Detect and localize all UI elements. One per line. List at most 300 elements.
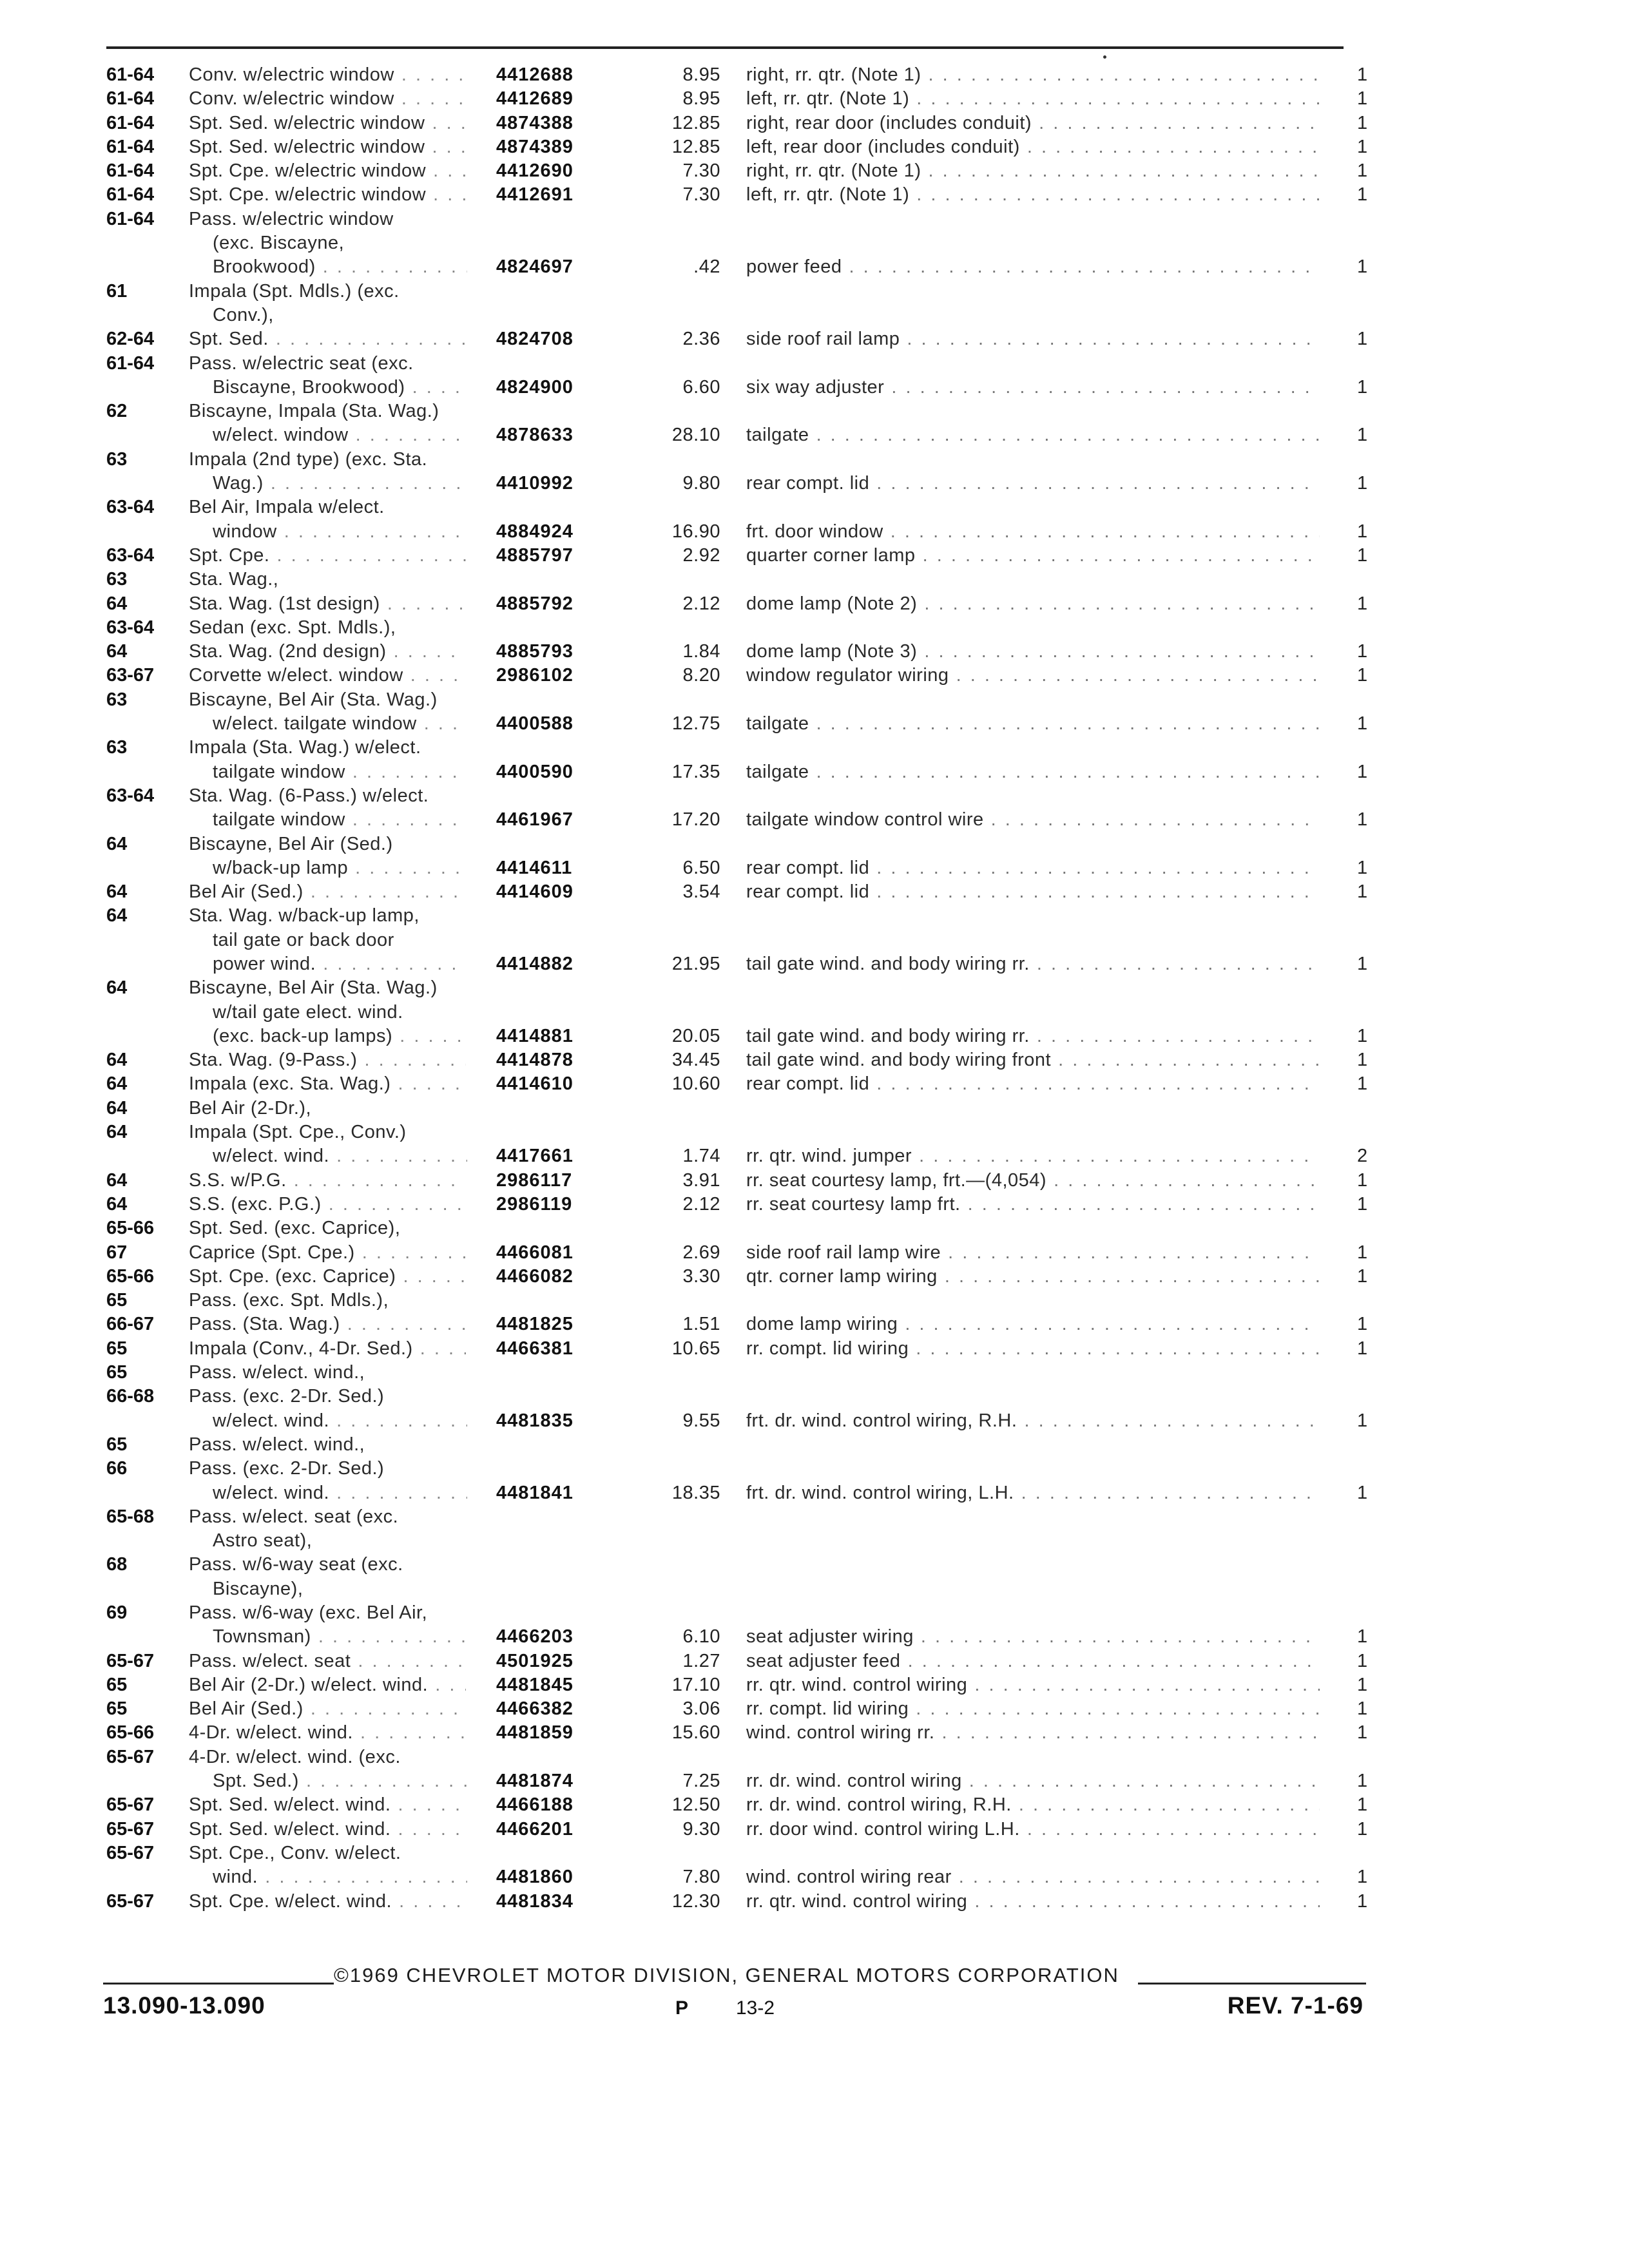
list-price: 34.45 xyxy=(671,1050,720,1071)
part-usage: rr. qtr. wind. control wiring . . . xyxy=(746,1673,1320,1697)
model-description: Spt. Sed. w/electric window . . . xyxy=(189,111,466,135)
parts-row xyxy=(0,1265,1629,1289)
quantity: 1 xyxy=(1357,544,1368,566)
list-price: 8.20 xyxy=(682,665,720,686)
list-price: 21.95 xyxy=(671,953,720,974)
parts-row xyxy=(0,1481,1629,1505)
part-number: 4414881 xyxy=(496,1025,574,1046)
quantity: 1 xyxy=(1357,953,1368,974)
model-description: Bel Air (2-Dr.) w/elect. wind. . . . xyxy=(189,1673,466,1697)
list-price: 12.85 xyxy=(671,112,720,133)
parts-row xyxy=(0,327,1629,351)
list-price: 9.55 xyxy=(682,1410,720,1431)
part-number: 4461967 xyxy=(496,809,574,831)
model-description: Caprice (Spt. Cpe.) . . . xyxy=(189,1241,466,1265)
quantity: 1 xyxy=(1357,88,1368,110)
model-years: 61 xyxy=(106,280,128,302)
parts-row xyxy=(0,1529,1629,1553)
part-usage: rear compt. lid . . . xyxy=(746,472,1320,495)
model-description: tail gate or back door xyxy=(213,929,394,950)
parts-row xyxy=(0,856,1629,880)
parts-row xyxy=(0,1505,1629,1529)
parts-row xyxy=(0,255,1629,279)
model-years: 63 xyxy=(106,448,128,470)
quantity: 1 xyxy=(1357,1722,1368,1744)
model-description: Spt. Cpe. (exc. Caprice) . . . xyxy=(189,1265,466,1289)
list-price: 18.35 xyxy=(671,1482,720,1503)
part-number: 4414882 xyxy=(496,953,574,974)
parts-row xyxy=(0,1001,1629,1024)
model-description: Spt. Cpe. w/electric window . . . xyxy=(189,183,466,207)
model-years: 65-67 xyxy=(106,1794,155,1816)
model-years: 64 xyxy=(106,1097,128,1119)
model-description: Biscayne, Bel Air (Sed.) xyxy=(189,833,393,854)
parts-row xyxy=(0,1890,1629,1914)
parts-row xyxy=(0,1361,1629,1385)
parts-row xyxy=(0,1289,1629,1312)
parts-row xyxy=(0,1385,1629,1408)
parts-row xyxy=(0,495,1629,519)
model-description: Bel Air (2-Dr.), xyxy=(189,1097,312,1119)
model-description: w/elect. wind. . . . xyxy=(213,1144,467,1168)
part-number: 4466381 xyxy=(496,1338,574,1359)
quantity: 1 xyxy=(1357,1314,1368,1335)
model-description: Sta. Wag. (6-Pass.) w/elect. xyxy=(189,785,429,806)
model-description: w/elect. wind. . . . xyxy=(213,1481,467,1505)
part-number: 4466382 xyxy=(496,1698,574,1720)
model-description: Townsman) . . . xyxy=(213,1625,467,1649)
model-years: 63-64 xyxy=(106,785,155,806)
model-years: 65-66 xyxy=(106,1722,155,1744)
parts-row xyxy=(0,568,1629,591)
parts-row xyxy=(0,1793,1629,1817)
part-number: 4481874 xyxy=(496,1771,574,1792)
model-description: window . . . xyxy=(213,520,467,544)
list-price: 3.91 xyxy=(682,1169,720,1191)
model-years: 65 xyxy=(106,1698,128,1720)
model-description: Biscayne, Bel Air (Sta. Wag.) xyxy=(189,689,438,710)
model-description: Pass. w/elect. wind., xyxy=(189,1362,365,1383)
part-usage: tail gate wind. and body wiring front . . . xyxy=(746,1048,1320,1072)
model-years: 65-67 xyxy=(106,1746,155,1767)
part-usage: tailgate . . . xyxy=(746,760,1320,784)
quantity: 1 xyxy=(1357,1698,1368,1720)
parts-row xyxy=(0,616,1629,640)
part-number: 4481825 xyxy=(496,1314,574,1335)
footer-rule-right xyxy=(1138,1983,1366,1984)
parts-row xyxy=(0,1433,1629,1457)
list-price: 7.30 xyxy=(682,160,720,182)
part-usage: rr. compt. lid wiring . . . xyxy=(746,1337,1320,1361)
part-usage: seat adjuster wiring . . . xyxy=(746,1625,1320,1649)
parts-row xyxy=(0,303,1629,327)
parts-row xyxy=(0,976,1629,1000)
parts-row xyxy=(0,664,1629,687)
model-years: 61-64 xyxy=(106,88,155,110)
top-rule xyxy=(106,46,1344,49)
model-years: 64 xyxy=(106,881,128,903)
parts-row xyxy=(0,808,1629,832)
parts-row xyxy=(0,1865,1629,1889)
parts-row xyxy=(0,1649,1629,1673)
part-usage: left, rr. qtr. (Note 1) . . . xyxy=(746,183,1320,207)
parts-row xyxy=(0,1097,1629,1120)
model-years: 63-64 xyxy=(106,617,155,638)
parts-row xyxy=(0,736,1629,760)
parts-row xyxy=(0,544,1629,568)
list-price: 28.10 xyxy=(671,425,720,446)
model-description: Spt. Sed. w/elect. wind. . . . xyxy=(189,1818,466,1841)
part-number: 4885797 xyxy=(496,544,574,566)
list-price: 3.06 xyxy=(682,1698,720,1720)
model-years: 61-64 xyxy=(106,160,155,182)
quantity: 1 xyxy=(1357,1794,1368,1816)
part-usage: rear compt. lid . . . xyxy=(746,880,1320,904)
quantity: 1 xyxy=(1357,256,1368,278)
parts-row xyxy=(0,904,1629,928)
parts-row xyxy=(0,1625,1629,1649)
model-description: Pass. (Sta. Wag.) . . . xyxy=(189,1312,466,1336)
parts-listing xyxy=(0,63,1629,1914)
list-price: 1.51 xyxy=(682,1314,720,1335)
part-number: 4481859 xyxy=(496,1722,574,1744)
parts-row xyxy=(0,760,1629,784)
model-years: 61-64 xyxy=(106,184,155,206)
part-number: 4481834 xyxy=(496,1890,574,1912)
parts-row xyxy=(0,280,1629,303)
list-price: .42 xyxy=(693,256,720,278)
copyright-line: ©1969 CHEVROLET MOTOR DIVISION, GENERAL MOTORS CORPORATION xyxy=(334,1964,1119,1986)
parts-row xyxy=(0,1312,1629,1336)
model-description: (exc. back-up lamps) . . . xyxy=(213,1024,467,1048)
quantity: 1 xyxy=(1357,473,1368,494)
margin-mark xyxy=(1103,55,1106,59)
parts-row xyxy=(0,63,1629,87)
part-number: 4414610 xyxy=(496,1073,574,1095)
list-price: 2.36 xyxy=(682,329,720,350)
model-description: Spt. Sed. w/elect. wind. . . . xyxy=(189,1793,466,1817)
model-years: 65 xyxy=(106,1338,128,1359)
list-price: 6.10 xyxy=(682,1626,720,1648)
quantity: 1 xyxy=(1357,857,1368,878)
model-description: w/back-up lamp . . . xyxy=(213,856,467,880)
model-description: w/elect. wind. . . . xyxy=(213,1409,467,1433)
model-years: 65 xyxy=(106,1290,128,1311)
parts-row xyxy=(0,1601,1629,1625)
model-years: 64 xyxy=(106,1169,128,1191)
quantity: 1 xyxy=(1357,160,1368,182)
model-years: 61-64 xyxy=(106,352,155,374)
quantity: 1 xyxy=(1357,1890,1368,1912)
part-usage: qtr. corner lamp wiring . . . xyxy=(746,1265,1320,1289)
list-price: 1.84 xyxy=(682,641,720,662)
part-usage: rr. seat courtesy lamp, frt.—(4,054) . . . xyxy=(746,1169,1320,1193)
model-description: Spt. Cpe., Conv. w/elect. xyxy=(189,1842,401,1863)
part-usage: dome lamp (Note 2) . . . xyxy=(746,592,1320,616)
model-description: Impala (Spt. Mdls.) (exc. xyxy=(189,280,400,302)
parts-row xyxy=(0,1241,1629,1265)
model-years: 62-64 xyxy=(106,329,155,350)
part-usage: window regulator wiring . . . xyxy=(746,664,1320,687)
parts-row xyxy=(0,784,1629,808)
model-description: Biscayne, Impala (Sta. Wag.) xyxy=(189,401,439,422)
parts-row xyxy=(0,1553,1629,1577)
part-usage: frt. dr. wind. control wiring, L.H. . . . xyxy=(746,1481,1320,1505)
quantity: 1 xyxy=(1357,425,1368,446)
part-usage: power feed . . . xyxy=(746,255,1320,279)
model-years: 64 xyxy=(106,1073,128,1095)
parts-row xyxy=(0,1769,1629,1793)
part-usage: tailgate window control wire . . . xyxy=(746,808,1320,832)
model-years: 62 xyxy=(106,401,128,422)
quantity: 1 xyxy=(1357,1193,1368,1215)
list-price: 17.35 xyxy=(671,761,720,782)
parts-row xyxy=(0,592,1629,616)
part-usage: left, rear door (includes conduit) . . . xyxy=(746,135,1320,159)
part-number: 4824697 xyxy=(496,256,574,278)
quantity: 1 xyxy=(1357,1073,1368,1095)
model-description: Bel Air (Sed.) . . . xyxy=(189,880,466,904)
quantity: 1 xyxy=(1357,184,1368,206)
part-number: 4824708 xyxy=(496,329,574,350)
parts-row xyxy=(0,1024,1629,1048)
part-usage: right, rr. qtr. (Note 1) . . . xyxy=(746,159,1320,183)
part-usage: rr. door wind. control wiring L.H. . . . xyxy=(746,1818,1320,1841)
model-description: power wind. . . . xyxy=(213,952,467,976)
parts-row xyxy=(0,207,1629,231)
model-description: w/elect. window . . . xyxy=(213,423,467,447)
parts-row xyxy=(0,231,1629,255)
part-number: 4466188 xyxy=(496,1794,574,1816)
parts-row xyxy=(0,1144,1629,1168)
parts-row xyxy=(0,880,1629,904)
part-number: 4414611 xyxy=(496,857,573,878)
part-number: 2986102 xyxy=(496,665,574,686)
model-years: 64 xyxy=(106,641,128,662)
quantity: 1 xyxy=(1357,665,1368,686)
model-description: Pass. w/elect. seat (exc. xyxy=(189,1506,399,1527)
quantity: 1 xyxy=(1357,1242,1368,1263)
part-number: 4466203 xyxy=(496,1626,574,1648)
list-price: 7.80 xyxy=(682,1867,720,1888)
quantity: 1 xyxy=(1357,1265,1368,1287)
model-years: 64 xyxy=(106,1122,128,1143)
model-description: Corvette w/elect. window . . . xyxy=(189,664,466,687)
list-price: 3.54 xyxy=(682,881,720,903)
list-price: 2.69 xyxy=(682,1242,720,1263)
quantity: 1 xyxy=(1357,1626,1368,1648)
part-number: 4400588 xyxy=(496,713,574,735)
model-description: Spt. Sed. . . . xyxy=(189,327,466,351)
model-years: 66-68 xyxy=(106,1386,155,1407)
footer-rule-left xyxy=(103,1983,334,1984)
part-number: 2986117 xyxy=(496,1169,573,1191)
quantity: 1 xyxy=(1357,1410,1368,1431)
parts-row xyxy=(0,376,1629,399)
model-years: 65-66 xyxy=(106,1218,155,1239)
group-number: 13.090-13.090 xyxy=(103,1992,265,2019)
model-years: 65-67 xyxy=(106,1890,155,1912)
model-description: Sta. Wag., xyxy=(189,569,279,590)
part-usage: left, rr. qtr. (Note 1) . . . xyxy=(746,87,1320,111)
model-description: Pass. (exc. Spt. Mdls.), xyxy=(189,1290,389,1311)
parts-row xyxy=(0,111,1629,135)
part-usage: dome lamp (Note 3) . . . xyxy=(746,640,1320,664)
model-years: 67 xyxy=(106,1242,128,1263)
list-price: 15.60 xyxy=(671,1722,720,1744)
part-usage: rear compt. lid . . . xyxy=(746,856,1320,880)
part-number: 4412690 xyxy=(496,160,574,182)
model-years: 63 xyxy=(106,689,128,710)
list-price: 17.20 xyxy=(671,809,720,831)
parts-row xyxy=(0,1048,1629,1072)
model-years: 63-67 xyxy=(106,665,155,686)
part-number: 4414878 xyxy=(496,1050,574,1071)
model-description: Brookwood) . . . xyxy=(213,255,467,279)
part-usage: rr. seat courtesy lamp frt. . . . xyxy=(746,1193,1320,1216)
model-description: Pass. w/6-way seat (exc. xyxy=(189,1554,403,1575)
part-usage: rr. dr. wind. control wiring, R.H. . . . xyxy=(746,1793,1320,1817)
model-description: Sta. Wag. w/back-up lamp, xyxy=(189,905,419,927)
model-description: Biscayne, Brookwood) . . . xyxy=(213,376,467,399)
list-price: 7.30 xyxy=(682,184,720,206)
model-description: Sta. Wag. (1st design) . . . xyxy=(189,592,466,616)
list-price: 2.92 xyxy=(682,544,720,566)
part-number: 4412691 xyxy=(496,184,574,206)
parts-row xyxy=(0,1337,1629,1361)
part-usage: tail gate wind. and body wiring rr. . . . xyxy=(746,1024,1320,1048)
model-description: Spt. Sed. w/electric window . . . xyxy=(189,135,466,159)
parts-row xyxy=(0,1120,1629,1144)
part-usage: side roof rail lamp wire . . . xyxy=(746,1241,1320,1265)
part-number: 4874389 xyxy=(496,136,574,157)
part-number: 4466082 xyxy=(496,1265,574,1287)
quantity: 1 xyxy=(1357,521,1368,542)
part-usage: tailgate . . . xyxy=(746,423,1320,447)
parts-row xyxy=(0,520,1629,544)
model-years: 64 xyxy=(106,1193,128,1215)
model-description: Biscayne, Bel Air (Sta. Wag.) xyxy=(189,977,438,999)
part-number: 2986119 xyxy=(496,1193,573,1215)
model-description: Pass. (exc. 2-Dr. Sed.) xyxy=(189,1458,385,1479)
model-description: Pass. (exc. 2-Dr. Sed.) xyxy=(189,1386,385,1407)
list-price: 3.30 xyxy=(682,1265,720,1287)
list-price: 12.75 xyxy=(671,713,720,735)
list-price: 16.90 xyxy=(671,521,720,542)
list-price: 2.12 xyxy=(682,593,720,614)
part-usage: rr. qtr. wind. jumper . . . xyxy=(746,1144,1320,1168)
quantity: 1 xyxy=(1357,1818,1368,1840)
quantity: 1 xyxy=(1357,1025,1368,1046)
list-price: 10.60 xyxy=(671,1073,720,1095)
model-description: wind. . . . xyxy=(213,1865,467,1889)
part-number: 4412689 xyxy=(496,88,574,110)
parts-row xyxy=(0,640,1629,664)
model-description: Impala (exc. Sta. Wag.) . . . xyxy=(189,1072,466,1096)
quantity: 1 xyxy=(1357,1050,1368,1071)
parts-row xyxy=(0,712,1629,736)
parts-row xyxy=(0,135,1629,159)
part-number: 4466081 xyxy=(496,1242,574,1263)
model-years: 65 xyxy=(106,1434,128,1455)
list-price: 12.50 xyxy=(671,1794,720,1816)
model-years: 65-67 xyxy=(106,1842,155,1863)
part-usage: seat adjuster feed . . . xyxy=(746,1649,1320,1673)
model-years: 61-64 xyxy=(106,64,155,85)
parts-row xyxy=(0,472,1629,495)
revision-date: REV. 7-1-69 xyxy=(1227,1992,1364,2019)
model-years: 65-67 xyxy=(106,1818,155,1840)
quantity: 1 xyxy=(1357,881,1368,903)
parts-row xyxy=(0,352,1629,376)
model-description: Impala (2nd type) (exc. Sta. xyxy=(189,448,428,470)
part-number: 4417661 xyxy=(496,1146,574,1167)
list-price: 2.12 xyxy=(682,1193,720,1215)
model-description: Bel Air (Sed.) . . . xyxy=(189,1697,466,1721)
part-number: 4885793 xyxy=(496,641,574,662)
model-years: 63 xyxy=(106,737,128,758)
model-description: w/elect. tailgate window . . . xyxy=(213,712,467,736)
quantity: 1 xyxy=(1357,593,1368,614)
model-description: Pass. w/6-way (exc. Bel Air, xyxy=(189,1602,428,1623)
model-description: Impala (Spt. Cpe., Conv.) xyxy=(189,1122,407,1143)
list-price: 6.60 xyxy=(682,376,720,398)
model-years: 63 xyxy=(106,569,128,590)
page-number: 13-2 xyxy=(736,1997,775,2019)
quantity: 1 xyxy=(1357,1771,1368,1792)
model-description: Pass. w/elect. seat . . . xyxy=(189,1649,466,1673)
model-years: 66-67 xyxy=(106,1314,155,1335)
model-description: w/tail gate elect. wind. xyxy=(213,1001,403,1023)
quantity: 1 xyxy=(1357,641,1368,662)
model-years: 65 xyxy=(106,1674,128,1695)
model-description: Impala (Sta. Wag.) w/elect. xyxy=(189,737,421,758)
model-description: (exc. Biscayne, xyxy=(213,233,345,254)
model-description: Spt. Sed.) . . . xyxy=(213,1769,467,1793)
model-description: Spt. Cpe. w/electric window . . . xyxy=(189,159,466,183)
parts-row xyxy=(0,423,1629,447)
model-years: 66 xyxy=(106,1458,128,1479)
parts-row xyxy=(0,399,1629,423)
list-price: 8.95 xyxy=(682,88,720,110)
quantity: 1 xyxy=(1357,1650,1368,1671)
part-usage: rr. compt. lid wiring . . . xyxy=(746,1697,1320,1721)
part-number: 4885792 xyxy=(496,593,574,614)
part-number: 4410992 xyxy=(496,473,574,494)
list-price: 7.25 xyxy=(682,1771,720,1792)
parts-row xyxy=(0,1841,1629,1865)
model-description: Conv. w/electric window . . . xyxy=(189,87,466,111)
part-usage: rr. dr. wind. control wiring . . . xyxy=(746,1769,1320,1793)
model-description: Impala (Conv., 4-Dr. Sed.) . . . xyxy=(189,1337,466,1361)
quantity: 1 xyxy=(1357,376,1368,398)
parts-row xyxy=(0,928,1629,952)
part-usage: six way adjuster . . . xyxy=(746,376,1320,399)
model-years: 61-64 xyxy=(106,112,155,133)
part-usage: right, rr. qtr. (Note 1) . . . xyxy=(746,63,1320,87)
quantity: 1 xyxy=(1357,1482,1368,1503)
parts-row xyxy=(0,1409,1629,1433)
part-number: 4481841 xyxy=(496,1482,574,1503)
part-usage: rr. qtr. wind. control wiring . . . xyxy=(746,1890,1320,1914)
model-description: Spt. Cpe. w/elect. wind. . . . xyxy=(189,1890,466,1914)
parts-row xyxy=(0,183,1629,207)
quantity: 1 xyxy=(1357,1674,1368,1695)
model-description: Wag.) . . . xyxy=(213,472,467,495)
model-description: Sta. Wag. (9-Pass.) . . . xyxy=(189,1048,466,1072)
parts-row xyxy=(0,1673,1629,1697)
parts-row xyxy=(0,1697,1629,1721)
